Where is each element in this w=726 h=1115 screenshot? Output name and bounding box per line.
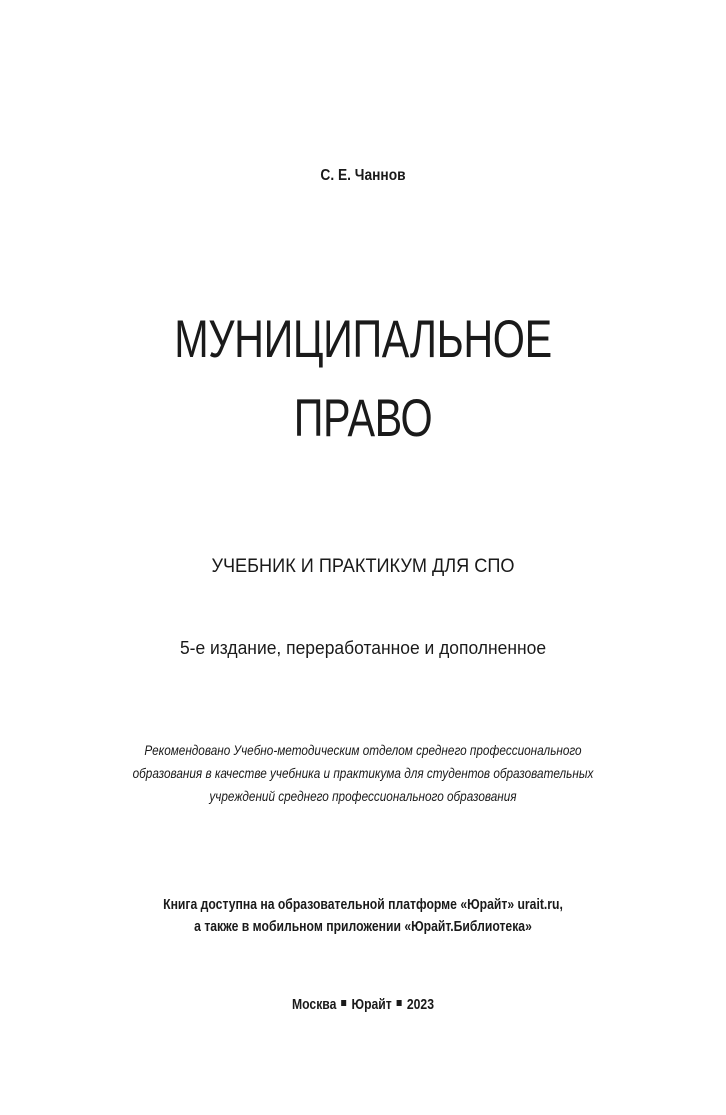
square-bullet-icon — [341, 1000, 346, 1006]
edition-note: 5-е издание, переработанное и дополненное — [179, 638, 547, 658]
imprint-publisher: Юрайт — [351, 997, 392, 1013]
imprint-city: Москва — [292, 997, 337, 1013]
platform-note-line-2: а также в мобильном приложении «Юрайт.Библиотека» — [194, 919, 532, 935]
book-title-line-1: МУНИЦИПАЛЬНОЕ — [174, 310, 552, 369]
recommendation-line-2: образования в качестве учебника и практикума для студентов образовательных — [132, 765, 594, 781]
imprint — [58, 997, 668, 1013]
book-subtitle: УЧЕБНИК И ПРАКТИКУМ ДЛЯ СПО — [211, 555, 515, 577]
imprint-year: 2023 — [406, 997, 434, 1013]
book-title-line-2: ПРАВО — [293, 389, 433, 448]
author-name: С. Е. Чаннов — [320, 167, 406, 184]
square-bullet-icon — [397, 1000, 402, 1006]
recommendation-line-3: учреждений среднего профессионального образования — [209, 788, 517, 804]
recommendation-line-1: Рекомендовано Учебно-методическим отделом среднего профессионального — [144, 742, 582, 758]
platform-note-line-1: Книга доступна на образовательной платформе «Юрайт» urait.ru, — [163, 897, 563, 913]
